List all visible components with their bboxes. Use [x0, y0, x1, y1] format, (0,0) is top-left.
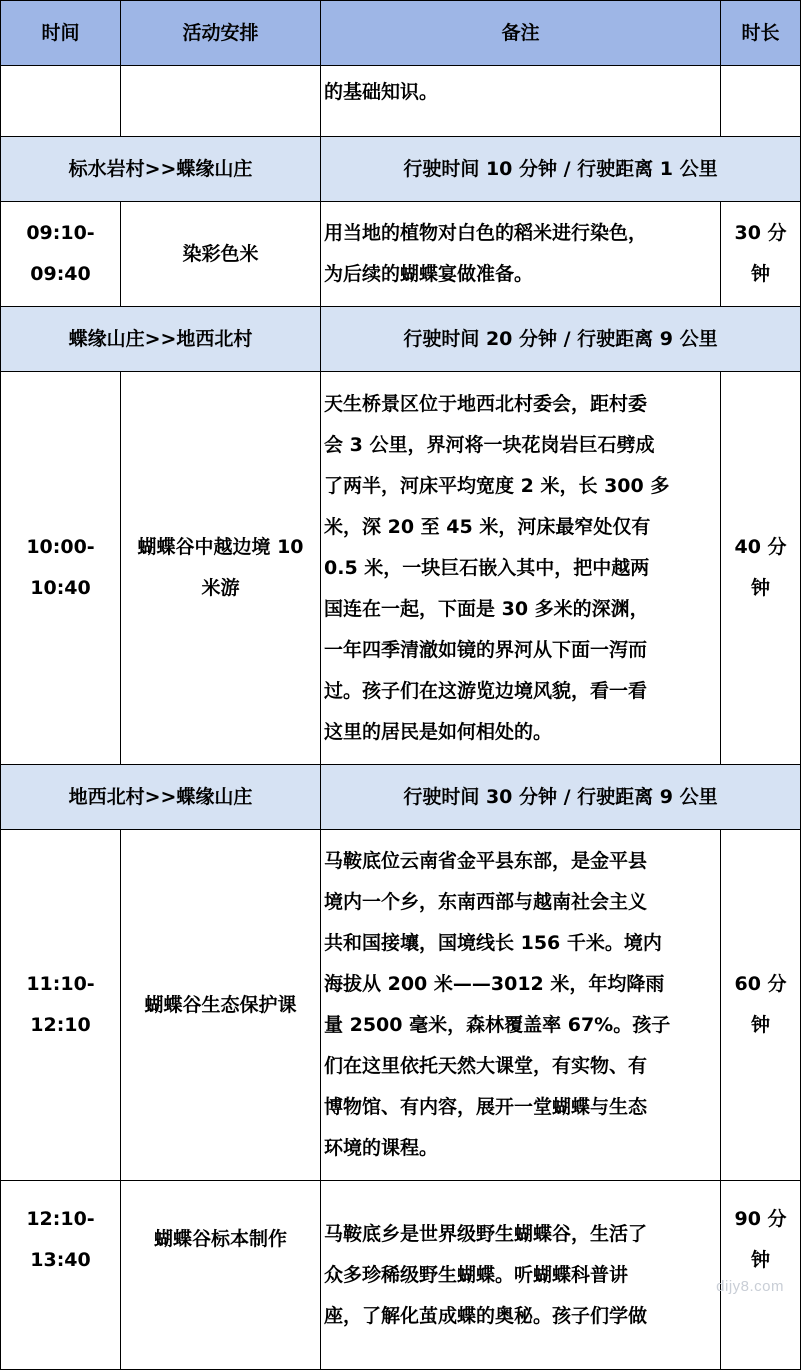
continuation-time	[1, 66, 121, 137]
notes-cell	[321, 830, 721, 1181]
note-line: 们在这里依托天然大课堂，有实物、有	[324, 1055, 648, 1077]
time-end: 13:40	[30, 1249, 91, 1271]
note-line: 用当地的植物对白色的稻米进行染色，	[324, 222, 648, 244]
activity-line: 米游	[201, 577, 240, 599]
transfer-row	[1, 765, 801, 830]
schedule-row	[1, 830, 801, 1181]
activity-line: 蝴蝶谷中越边境 10	[137, 536, 304, 558]
notes-cell	[321, 202, 721, 307]
transfer-route: 标水岩村>>蝶缘山庄	[1, 137, 321, 202]
activity-line: 染彩色米	[182, 242, 259, 265]
note-line: 天生桥景区位于地西北村委会，距村委	[324, 392, 648, 415]
activity-cell	[121, 830, 321, 1181]
activity-cell	[121, 202, 321, 307]
duration-line: 40 分	[734, 536, 787, 558]
note-line: 量 2500 毫米，森林覆盖率 67%。孩子	[324, 1014, 671, 1036]
duration-cell	[721, 830, 801, 1181]
transfer-info: 行驶时间 10 分钟 / 行驶距离 1 公里	[321, 137, 801, 202]
activity-line: 蝴蝶谷生态保护课	[144, 993, 297, 1016]
note-line: 马鞍底位云南省金平县东部，是金平县	[324, 850, 648, 872]
time-cell	[1, 830, 121, 1181]
time-start: 10:00-	[26, 536, 95, 558]
transfer-route: 地西北村>>蝶缘山庄	[1, 765, 321, 830]
time-cell	[1, 202, 121, 307]
header-time: 时间	[1, 1, 121, 66]
duration-cell	[721, 202, 801, 307]
note-line: 众多珍稀级野生蝴蝶。听蝴蝶科普讲	[324, 1263, 629, 1286]
schedule-row	[1, 202, 801, 307]
note-line: 共和国接壤，国境线长 156 千米。境内	[324, 932, 662, 954]
transfer-route: 蝶缘山庄>>地西北村	[1, 307, 321, 372]
duration-line: 钟	[750, 1014, 770, 1036]
header-notes: 备注	[321, 1, 721, 66]
duration-line: 60 分	[734, 973, 787, 995]
note-line: 一年四季清澈如镜的界河从下面一泻而	[324, 638, 648, 661]
note-line: 会 3 公里，界河将一块花岗岩巨石劈成	[324, 433, 655, 456]
note-line: 境内一个乡，东南西部与越南社会主义	[324, 891, 648, 913]
continuation-activity	[121, 66, 321, 137]
transfer-row	[1, 307, 801, 372]
note-line: 米，深 20 至 45 米，河床最窄处仅有	[324, 515, 651, 538]
note-line: 过。孩子们在这游览边境风貌，看一看	[324, 679, 648, 702]
note-line: 环境的课程。	[324, 1137, 439, 1159]
duration-line: 30 分	[734, 222, 787, 244]
note-line: 海拔从 200 米——3012 米，年均降雨	[324, 973, 665, 995]
time-end: 12:10	[30, 1014, 91, 1036]
continuation-note: 的基础知识。	[321, 66, 721, 137]
note-line: 国连在一起，下面是 30 多米的深渊，	[324, 597, 649, 620]
duration-line: 钟	[750, 1249, 770, 1271]
note-line: 马鞍底乡是世界级野生蝴蝶谷，生活了	[324, 1222, 648, 1245]
note-line: 0.5 米，一块巨石嵌入其中，把中越两	[324, 556, 650, 579]
header-duration: 时长	[721, 1, 801, 66]
note-line: 了两半，河床平均宽度 2 米，长 300 多	[324, 474, 670, 497]
time-cell	[1, 372, 121, 765]
time-start: 09:10-	[26, 222, 95, 244]
continuation-row	[1, 66, 801, 137]
time-end: 09:40	[30, 263, 91, 285]
duration-cell	[721, 1181, 801, 1370]
duration-line: 钟	[750, 577, 770, 599]
transfer-info: 行驶时间 20 分钟 / 行驶距离 9 公里	[321, 307, 801, 372]
transfer-info: 行驶时间 30 分钟 / 行驶距离 9 公里	[321, 765, 801, 830]
time-end: 10:40	[30, 577, 91, 599]
activity-cell	[121, 1181, 321, 1370]
schedule-row	[1, 372, 801, 765]
duration-line: 钟	[750, 263, 770, 285]
note-line: 座，了解化茧成蝶的奥秘。孩子们学做	[324, 1304, 648, 1327]
notes-cell	[321, 372, 721, 765]
time-start: 12:10-	[26, 1208, 95, 1230]
time-cell	[1, 1181, 121, 1370]
note-line: 博物馆、有内容，展开一堂蝴蝶与生态	[324, 1096, 648, 1118]
note-line: 这里的居民是如何相处的。	[324, 720, 553, 743]
note-line: 为后续的蝴蝶宴做准备。	[324, 263, 534, 285]
header-row	[1, 1, 801, 66]
transfer-row	[1, 137, 801, 202]
watermark: dijy8.com	[716, 1278, 784, 1295]
notes-cell	[321, 1181, 721, 1370]
duration-line: 90 分	[734, 1208, 787, 1230]
activity-cell	[121, 372, 321, 765]
continuation-duration	[721, 66, 801, 137]
schedule-row	[1, 1181, 801, 1370]
activity-line: 蝴蝶谷标本制作	[153, 1228, 287, 1250]
time-start: 11:10-	[26, 973, 95, 995]
header-activity: 活动安排	[121, 1, 321, 66]
duration-cell	[721, 372, 801, 765]
